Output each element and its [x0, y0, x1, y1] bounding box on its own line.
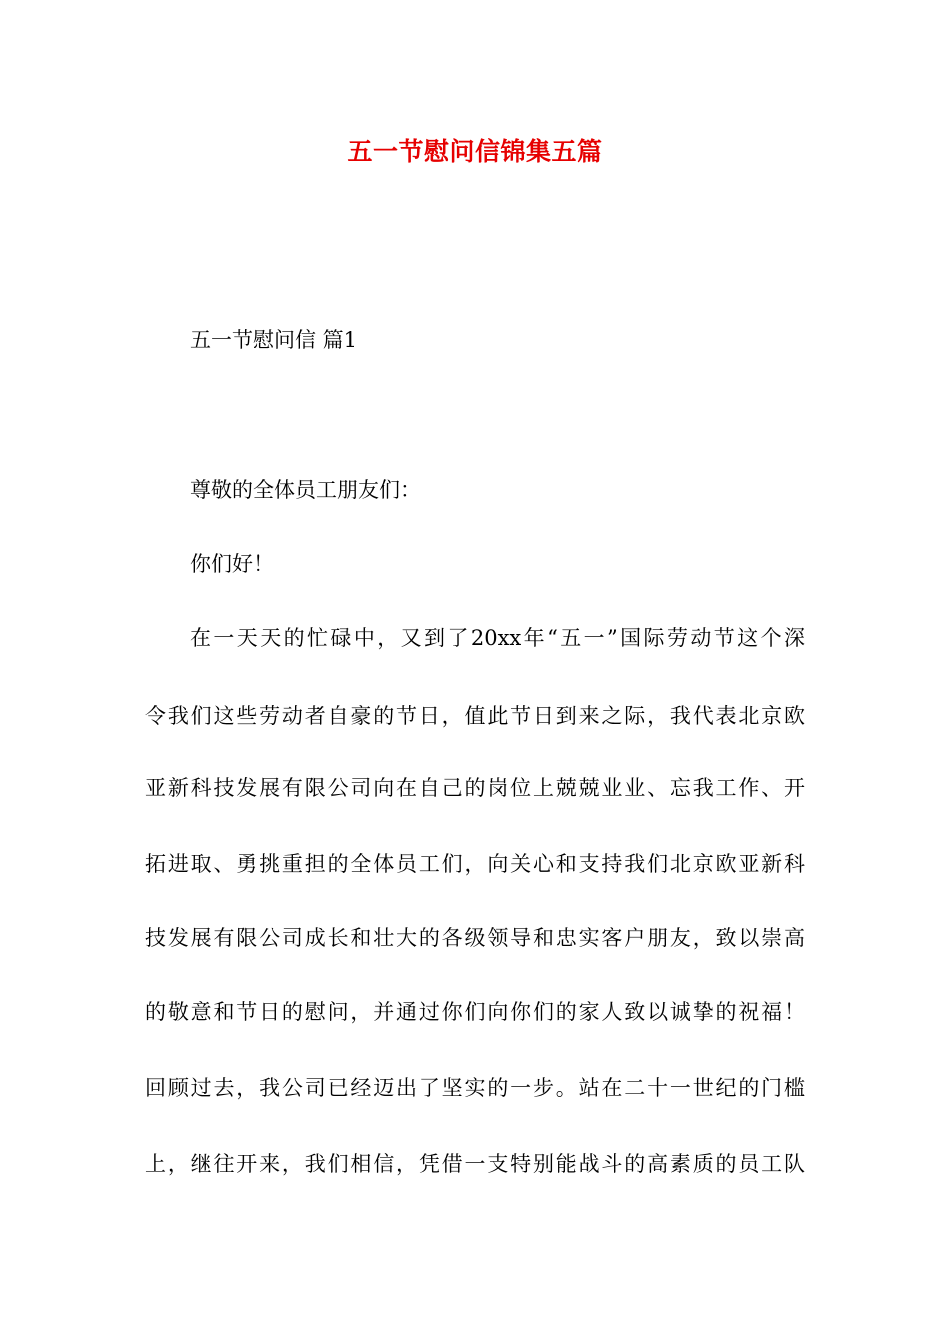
body-line: 回顾过去，我公司已经迈出了坚实的一步。站在二十一世纪的门槛 — [145, 1076, 805, 1100]
salutation: 尊敬的全体员工朋友们： — [190, 478, 421, 502]
body-line: 上，继往开来，我们相信，凭借一支特别能战斗的高素质的员工队 — [145, 1152, 805, 1176]
greeting: 你们好！ — [190, 552, 274, 576]
body-line: 令我们这些劳动者自豪的节日，值此节日到来之际，我代表北京欧 — [145, 704, 805, 728]
body-line: 的敬意和节日的慰问，并通过你们向你们的家人致以诚挚的祝福！ — [145, 1000, 805, 1024]
body-line: 技发展有限公司成长和壮大的各级领导和忠实客户朋友，致以崇高 — [145, 926, 805, 950]
body-line: 拓进取、勇挑重担的全体员工们，向关心和支持我们北京欧亚新科 — [145, 852, 805, 876]
section-heading: 五一节慰问信 篇1 — [190, 328, 358, 352]
body-line: 亚新科技发展有限公司向在自己的岗位上兢兢业业、忘我工作、开 — [145, 776, 805, 800]
document-title: 五一节慰问信锦集五篇 — [347, 137, 603, 166]
body-line: 在一天天的忙碌中，又到了20xx年“五一”国际劳动节这个深 — [190, 626, 805, 650]
